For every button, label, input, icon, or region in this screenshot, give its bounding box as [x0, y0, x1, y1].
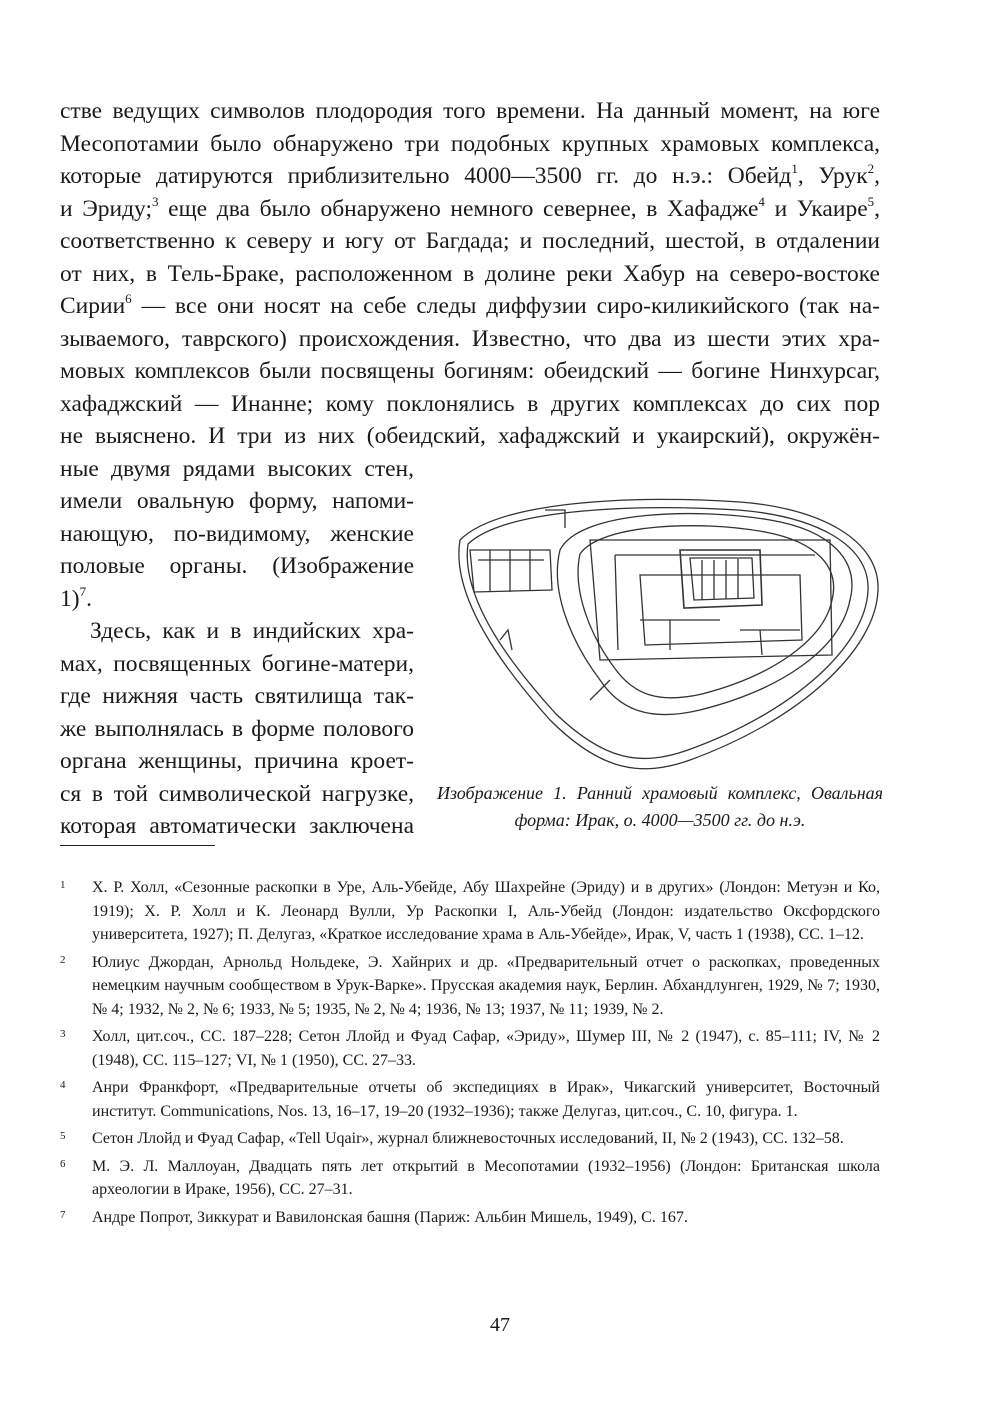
text-line [60, 810, 414, 842]
footnote-text: Холл, цит.соч., СС. 187–228; Сетон Ллойд и Фуад Сафар, «Эриду», Шумер III, № 2 (1947), с. 85–111; IV, № 2 (1948), СС. 115–127; VI, № 1 (1950), СС. 27–33. [92, 1028, 880, 1069]
text-segment: которые датируются приблизительно 4000—3500 гг. до н.э.: Обейд [60, 163, 792, 189]
text-line [60, 550, 414, 582]
text-line [60, 95, 880, 127]
footnote [60, 876, 880, 947]
text-line [60, 778, 414, 810]
text-line [60, 258, 880, 290]
page-number: 47 [490, 1314, 510, 1336]
text-line [60, 355, 880, 387]
footnote-number: 5 [60, 1130, 66, 1142]
text-segment: органа женщины, причина кроет- [60, 748, 414, 774]
text-line [60, 680, 414, 712]
footnote-text: Х. Р. Холл, «Сезонные раскопки в Уре, Аль-Убейде, Абу Шахрейне (Эриду) и в других» (Лондон: Метуэн и Ко, 1919); Х. Р. Холл и К. Леонард Вулли, Ур Раскопки I, Аль-Убейд (Лондон: издательство Оксфордского университета, 1927); П. Делугаз, «Краткое исследование храма в Аль-Убейде», Ирак, V, часть 1 (1938), СС. 1–12. [92, 879, 880, 943]
text-line [60, 453, 414, 485]
footnote-number: 6 [60, 1157, 66, 1170]
footnote-ref[interactable]: 6 [125, 291, 132, 306]
footnote [60, 1155, 880, 1202]
footnote-number: 7 [60, 1208, 66, 1221]
footnote [60, 1076, 880, 1123]
text-segment: ся в той символической нагрузке, [60, 780, 414, 807]
text-segment: мовых комплексов были посвящены богиням: обеидский — богине Нинхурсаг, [60, 358, 880, 384]
text-segment: , [874, 195, 880, 222]
text-line [60, 160, 880, 192]
text-line [60, 648, 414, 680]
footnote-ref[interactable]: 2 [867, 161, 875, 176]
footnote [60, 1127, 880, 1151]
footnote-divider [60, 845, 215, 846]
text-segment: ные двумя рядами высоких стен, [60, 455, 414, 482]
text-segment: Здесь, как и в индийских хра- [90, 618, 414, 644]
figure-caption: Изображение 1. Ранний храмовый комплекс, Овальная форма: Ирак, о. 4000—3500 гг. до н.э. [437, 783, 883, 830]
text-segment: и Эриду; [60, 195, 152, 222]
text-line [60, 388, 880, 420]
footnote-number: 1 [60, 879, 66, 891]
footnote-number: 2 [60, 953, 66, 966]
text-segment: где нижняя часть святилища так- [60, 683, 414, 709]
text-segment: и Укаире [764, 195, 868, 222]
text-segment: мах, посвященных богине-матери, [60, 650, 414, 677]
text-line [60, 713, 414, 745]
text-line [60, 583, 414, 615]
text-segment: 1) [60, 585, 80, 612]
text-segment: еще два было обнаружено немного севернее, в Хафадже [158, 195, 759, 222]
footnote-text: М. Э. Л. Маллоуан, Двадцать пять лет открытий в Месопотамии (1932–1956) (Лондон: Британская школа археологии в Ираке, 1956), СС. 27–31. [92, 1157, 880, 1198]
text-segment: — все они носят на себе следы диффузии сиро-киликийского (так на- [131, 293, 880, 319]
footnote-number: 4 [60, 1079, 66, 1091]
footnote-ref[interactable]: 7 [79, 583, 87, 599]
text-segment: Месопотамии было обнаружено три подобных крупных храмовых комплекса, [60, 130, 880, 157]
text-segment: стве ведущих символов плодородия того времени. На данный момент, на юге [60, 98, 880, 124]
text-line [60, 225, 880, 257]
footnote-text: Сетон Ллойд и Фуад Сафар, «Tell Uqair», журнал ближневосточных исследований, II, № 2 (1943), СС. 132–58. [92, 1130, 844, 1147]
footnote-number: 3 [60, 1028, 66, 1040]
text-segment: которая автоматически заключена [60, 813, 414, 839]
text-segment: , Урук [797, 163, 868, 189]
text-segment: же выполнялась в форме полового [60, 715, 414, 742]
text-line [60, 518, 414, 550]
text-line [60, 193, 880, 225]
text-line [60, 420, 880, 452]
footnote-ref[interactable]: 4 [758, 193, 765, 209]
text-line [60, 323, 880, 355]
text-segment: имели овальную форму, напоми- [60, 488, 414, 514]
footnotes [60, 876, 880, 1233]
text-segment: от них, в Тель-Браке, расположенном в долине реки Хабур на северо-востоке [60, 260, 880, 287]
footnote-ref[interactable]: 5 [867, 193, 875, 209]
text-line [60, 290, 880, 322]
text-segment: не выяснено. И три из них (обеидский, хафаджский и укаирский), окружён- [60, 423, 880, 449]
text-segment: , [874, 163, 880, 189]
footnote-text: Анри Франкфорт, «Предварительные отчеты об экспедициях в Ирак», Чикагский университет, Восточный институт. Communications, Nos. 13, 16–17, 19–20 (1932–1936); также Делугаз, цит.соч., С. 10, фигура. 1. [92, 1079, 880, 1120]
text-segment: нающую, по-видимому, женские [60, 520, 414, 547]
text-segment: половые органы. (Изображение [60, 553, 414, 579]
text-segment: хафаджский — Инанне; кому поклонялись в других комплексах до сих пор [60, 390, 880, 417]
text-segment: Сирии [60, 293, 126, 319]
footnote-ref[interactable]: 1 [791, 161, 798, 176]
footnote-ref[interactable]: 3 [152, 193, 159, 209]
text-line [60, 485, 414, 517]
footnote [60, 1206, 880, 1230]
temple-complex-illustration [440, 480, 882, 780]
text-segment: соответственно к северу и югу от Багдада; и последний, шестой, в отдалении [60, 228, 880, 254]
text-line [90, 615, 414, 647]
text-segment: зываемого, таврского) происхождения. Известно, что два из шести этих хра- [60, 325, 880, 352]
footnote [60, 1025, 880, 1072]
footnote-text: Юлиус Джордан, Арнольд Нольдеке, Э. Хайнрих и др. «Предварительный отчет о раскопках, проведенных немецким научным сообществом в Урук-Варке». Прусская академия наук, Берлин. Абхандлунген, 1929, № 7; 1930, № 4; 1932, № 2, № 6; 1933, № 5; 1935, № 2, № 4; 1936, № 13; 1937, № 11; 1939, № 2. [92, 953, 880, 1018]
footnote [60, 951, 880, 1022]
text-line [60, 745, 414, 777]
text-segment: . [86, 585, 92, 612]
footnote-text: Андре Попрот, Зиккурат и Вавилонская башня (Париж: Альбин Мишель, 1949), С. 167. [92, 1208, 688, 1226]
text-line [60, 128, 880, 160]
